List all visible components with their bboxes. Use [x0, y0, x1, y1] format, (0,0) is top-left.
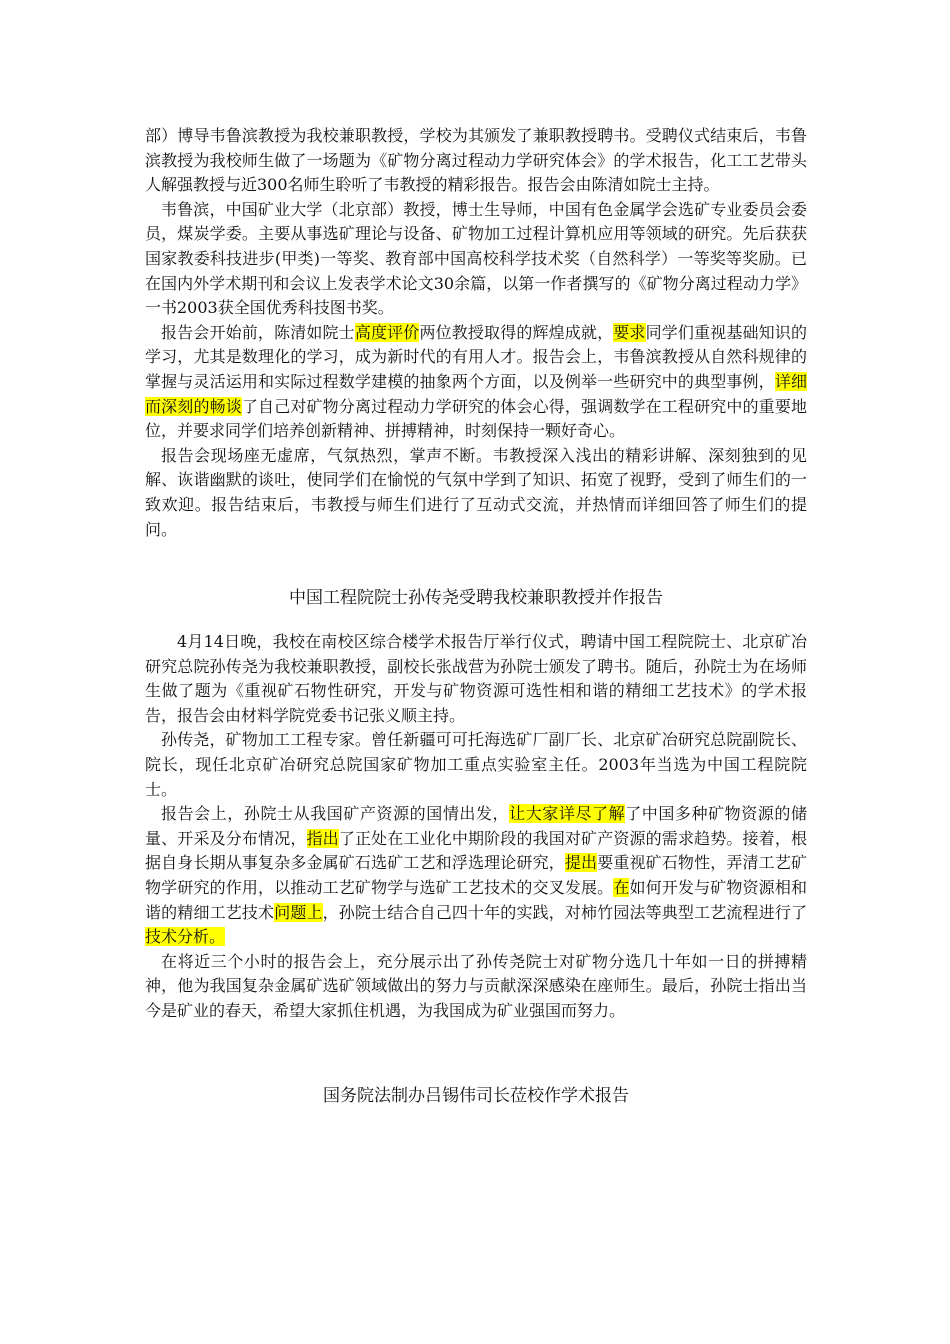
- article2-p3-text-4: 要重视矿石物性，弄清工艺矿物学研究的作用，以推动工艺矿物学与选矿工艺技术的交叉发展。: [145, 853, 807, 898]
- article2-p3-text-2: 了中国多种矿物资源的储量、开采及分布情况，: [145, 804, 807, 848]
- article1-p3-text-2: 两位教授取得的辉煌成就，: [419, 322, 614, 342]
- article1-paragraph-3: [145, 321, 807, 444]
- article2-p3-text-1: 报告会上，孙院士从我国矿产资源的国情出发，: [161, 804, 510, 824]
- article2-paragraph-1: 4月14日晚，我校在南校区综合楼学术报告厅举行仪式，聘请中国工程院院士、北京矿冶研究总院孙传尧为我校兼职教授，副校长张战营为孙院士颁发了聘书。随后，孙院士为在场师生做了题为《重视矿石物性研究，开发与矿物资源可选性相和谐的精细工艺技术》的学术报告，报告会由材料学院党委书记张义顺主持。: [145, 632, 807, 725]
- article2-paragraph-4: 在将近三个小时的报告会上，充分展示出了孙传尧院士对矿物分选几十年如一日的拼搏精神，他为我国复杂金属矿选矿领域做出的努力与贡献深深感染在座师生。最后，孙院士指出当今是矿业的春天，希望大家抓住机遇，为我国成为矿业强国而努力。: [145, 951, 807, 1020]
- article1-paragraph-1: 部）博导韦鲁滨教授为我校兼职教授，学校为其颁发了兼职教授聘书。受聘仪式结束后，韦鲁滨教授为我校师生做了一场题为《矿物分离过程动力学研究体会》的学术报告，化工工艺带头人解强教授与近300名师生聆听了韦教授的精彩报告。报告会由陈清如院士主持。: [145, 126, 807, 195]
- article2-paragraph-3: [145, 802, 807, 950]
- article1-p3-text-1: 报告会开始前，陈清如院士: [161, 322, 355, 342]
- document-page: [145, 124, 807, 1108]
- highlight-let-everyone-know: 让大家详尽了解: [509, 804, 626, 824]
- article2-p3-text-5: 如何开发与矿物资源相和谐的精细工艺技术: [145, 878, 807, 922]
- highlight-propose: 提出: [564, 853, 598, 873]
- highlight-technical-analysis: 技术分析。: [145, 927, 226, 947]
- article1-paragraph-4: 报告会现场座无虚席，气氛热烈，掌声不断。韦教授深入浅出的精彩讲解、深刻独到的见解、诙谐幽默的谈吐，使同学们在愉悦的气氛中学到了知识、拓宽了视野，受到了师生们的一致欢迎。报告结束后，韦教授与师生们进行了互动式交流，并热情而详细回答了师生们的提问。: [145, 445, 807, 539]
- article1-paragraph-2: 韦鲁滨，中国矿业大学（北京部）教授，博士生导师，中国有色金属学会选矿专业委员会委员，煤炭学委。主要从事选矿理论与设备、矿物加工过程计算机应用等领域的研究。先后获获国家教委科技进步(甲类)一等奖、教育部中国高校科学技术奖（自然科学）一等奖等奖励。已在国内外学术期刊和会议上发表学术论文30余篇，以第一作者撰写的《矿物分离过程动力学》一书2003获全国优秀科技图书奖。: [145, 199, 807, 318]
- article3-title: 国务院法制办吕锡伟司长莅校作学术报告: [323, 1085, 629, 1106]
- article2-title: 中国工程院院士孙传尧受聘我校兼职教授并作报告: [289, 588, 663, 609]
- highlight-detailed-talk: 详细而深刻的畅谈: [145, 371, 807, 416]
- article2-p3-text-6: ，孙院士结合自己四十年的实践，对柿竹园法等典型工艺流程进行了: [322, 902, 807, 922]
- highlight-issue: 问题上: [274, 902, 323, 922]
- article1-p3-text-4: 了自己对矿物分离过程动力学研究的体会心得，强调数学在工程研究中的重要地位，并要求同学们培养创新精神、拼搏精神，时刻保持一颗好奇心。: [145, 396, 807, 441]
- article2-p3-text-3: 了正处在工业化中期阶段的我国对矿产资源的需求趋势。接着，根据自身长期从事复杂多金属矿石选矿工艺和浮选理论研究，: [145, 828, 807, 873]
- article1-p3-text-3: 同学们重视基础知识的学习，尤其是数理化的学习，成为新时代的有用人才。报告会上，韦鲁滨教授从自然科规律的掌握与灵活运用和实际过程数学建模的抽象两个方面，以及例举一些研究中的典型事例，: [145, 322, 807, 391]
- highlight-on: 在: [613, 878, 630, 898]
- highlight-point-out: 指出: [306, 828, 339, 848]
- highlight-require: 要求: [613, 322, 646, 342]
- highlight-high-praise: 高度评价: [354, 322, 420, 342]
- article2-paragraph-2: 孙传尧，矿物加工工程专家。曾任新疆可可托海选矿厂副厂长、北京矿冶研究总院副院长、院长，现任北京矿冶研究总院国家矿物加工重点实验室主任。2003年当选为中国工程院院士。: [145, 730, 807, 799]
